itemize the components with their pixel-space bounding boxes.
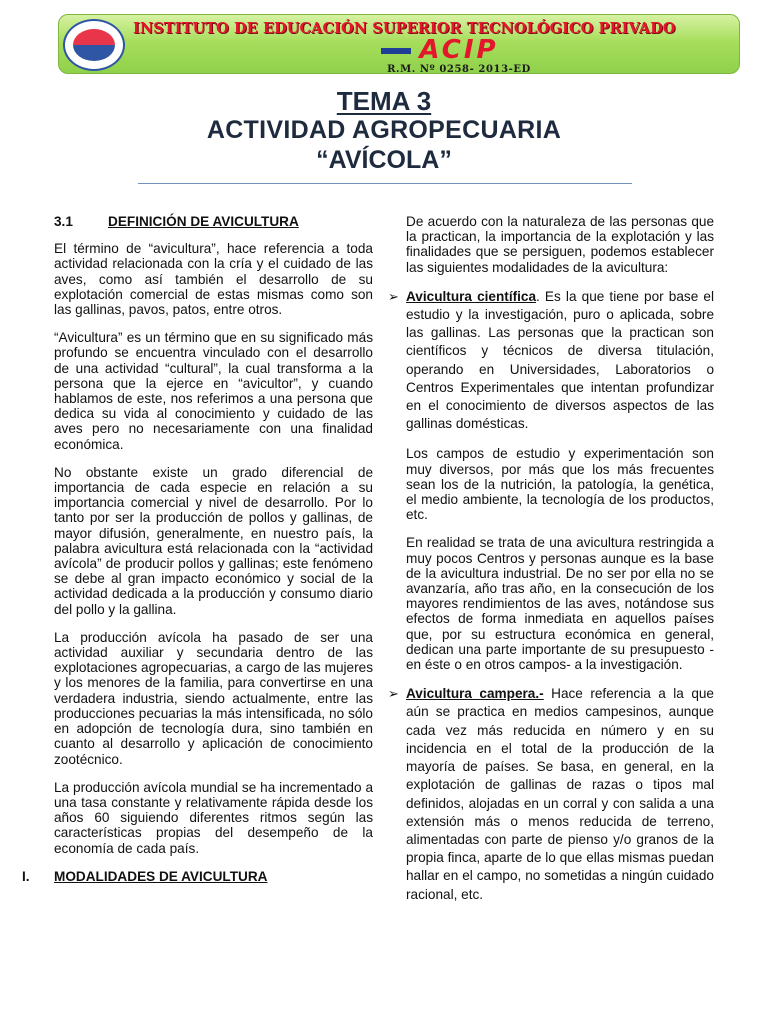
registration-number: R.M. Nº 0258- 2013-ED (387, 64, 531, 75)
bullet-text: Es la que tiene por base el estudio y la investigación, puro o aplicada, sobre las gallinas. Las personas que la practican son científicos y técnicos de diversa titulación, operando en Universidades, Laboratorios o Centros Experimentales que intentan profundizar en el conocimiento de diversos aspectos de las gallinas domésticas. (406, 288, 714, 432)
title-divider (138, 183, 632, 184)
bullet-lead: Avicultura científica (406, 288, 537, 304)
bullet-text: Hace referencia a la que aún se practica en medios campesinos, aunque cada vez más reducida en número y en su incidencia en el total de la producción de la mayoría de países. Se basa, en general, en la explotación de gallinas de razas o tipos mal definidos, alojadas en un corral y con salida a una extensión más o menos reducida de terreno, alimentadas con parte de pienso y/o granos de la propia finca, aparte de lo que ellas mismas puedan hallar en el campo, no sometidas a ningún cuidado racional, etc. (406, 686, 714, 902)
paragraph: Los campos de estudio y experimentación son muy diversos, por más que los más frecuentes sean los de la nutrición, la patología, la genética, el medio ambiente, la tecnología de los productos, etc. (406, 446, 714, 523)
seal-emblem (73, 29, 115, 61)
bullet-lead-punct: . (536, 288, 540, 304)
institution-seal-logo (63, 19, 125, 71)
paragraph: La producción avícola mundial se ha incrementado a una tasa constante y relativamente rápida desde los años 60 siguiendo diferentes ritmos según las características propias del desempeño de la economía de cada país. (54, 779, 373, 856)
paragraph: “Avicultura” es un término que en su significado más profundo se encuentra vinculado con el desarrollo de una actividad “cultural”, la cual transforma a la persona que la ejerce en “avicultor”, y cuando hablamos de este, nos referimos a una persona que dedica su vida al conocimiento y cuidado de las aves pero no necesariamente con una finalidad económica. (54, 330, 373, 452)
institution-name: INSTITUTO DE EDUCACIÓN SUPERIOR TECNOLÓGICO PRIVADO (133, 20, 676, 37)
left-column (22, 214, 373, 896)
institution-banner (58, 14, 740, 74)
topic-subtitle: “AVÍCOLA” (316, 146, 452, 174)
paragraph: En realidad se trata de una avicultura restringida a muy pocos Centros y personas aunque es la base de la avicultura industrial. De no ser por ella no se avanzaría, año tras año, en la consecución de los mayores rendimientos de las aves, notándose sus efectos de forma inmediata en aquellos países que, por su estructura económica en general, dedican una parte importante de su presupuesto -en éste o en otros campos- a la investigación. (406, 535, 714, 673)
section-3-1-heading (54, 214, 373, 229)
section-number: 3.1 (54, 214, 73, 229)
bullet-lead: Avicultura campera.- (406, 686, 544, 702)
arrow-bullet-icon: ➢ (388, 288, 399, 304)
paragraph: La producción avícola ha pasado de ser una actividad auxiliar y secundaria dentro de las explotaciones agropecuarias, a cargo de las mujeres y los menores de la familia, para convertirse en una verdadera industria, siendo actualmente, entre las producciones pecuarias la más intensificada, no sólo en adopción de tecnología dura, sino también en cuanto al desarrollo y aplicación de conocimiento zootécnico. (54, 629, 373, 767)
acip-logo (359, 37, 559, 63)
bullet-avicultura-cientifica (388, 288, 714, 434)
acip-logo-text: ACIP (419, 35, 499, 65)
paragraph: No obstante existe un grado diferencial de importancia de cada especie en relación a su importancia comercial y nivel de desarrollo. Por lo tanto por ser la producción de pollos y gallinas, de mayor difusión, generalmente, en nuestro país, la palabra avicultura está relacionada con la “actividad avícola” de producir pollos y gallinas; este fenómeno se debe al gran impacto económico y social de la actividad dedicada a la producción y consumo diario del pollo y la gallina. (54, 464, 373, 617)
arrow-bullet-icon: ➢ (388, 686, 399, 702)
topic-number: TEMA 3 (336, 86, 432, 116)
section-title: MODALIDADES DE AVICULTURA (54, 868, 268, 884)
right-column (388, 214, 714, 917)
section-number: I. (22, 868, 30, 884)
section-i-heading (22, 869, 373, 884)
topic-title: ACTIVIDAD AGROPECUARIA (206, 116, 562, 144)
paragraph: El término de “avicultura”, hace referencia a toda actividad relacionada con la cría y el cuidado de las aves, como así también el desarrollo de su explotación comercial de estas mismas como son las gallinas, pavos, patos, entre otros. (54, 241, 373, 318)
section-title: DEFINICIÓN DE AVICULTURA (108, 214, 299, 229)
acip-logo-bar (381, 48, 411, 54)
intro-paragraph: De acuerdo con la naturaleza de las personas que la practican, la importancia de la explotación y las finalidades que se persiguen, podemos establecer las siguientes modalidades de la avicultura: (406, 214, 714, 275)
bullet-avicultura-campera (388, 685, 714, 903)
